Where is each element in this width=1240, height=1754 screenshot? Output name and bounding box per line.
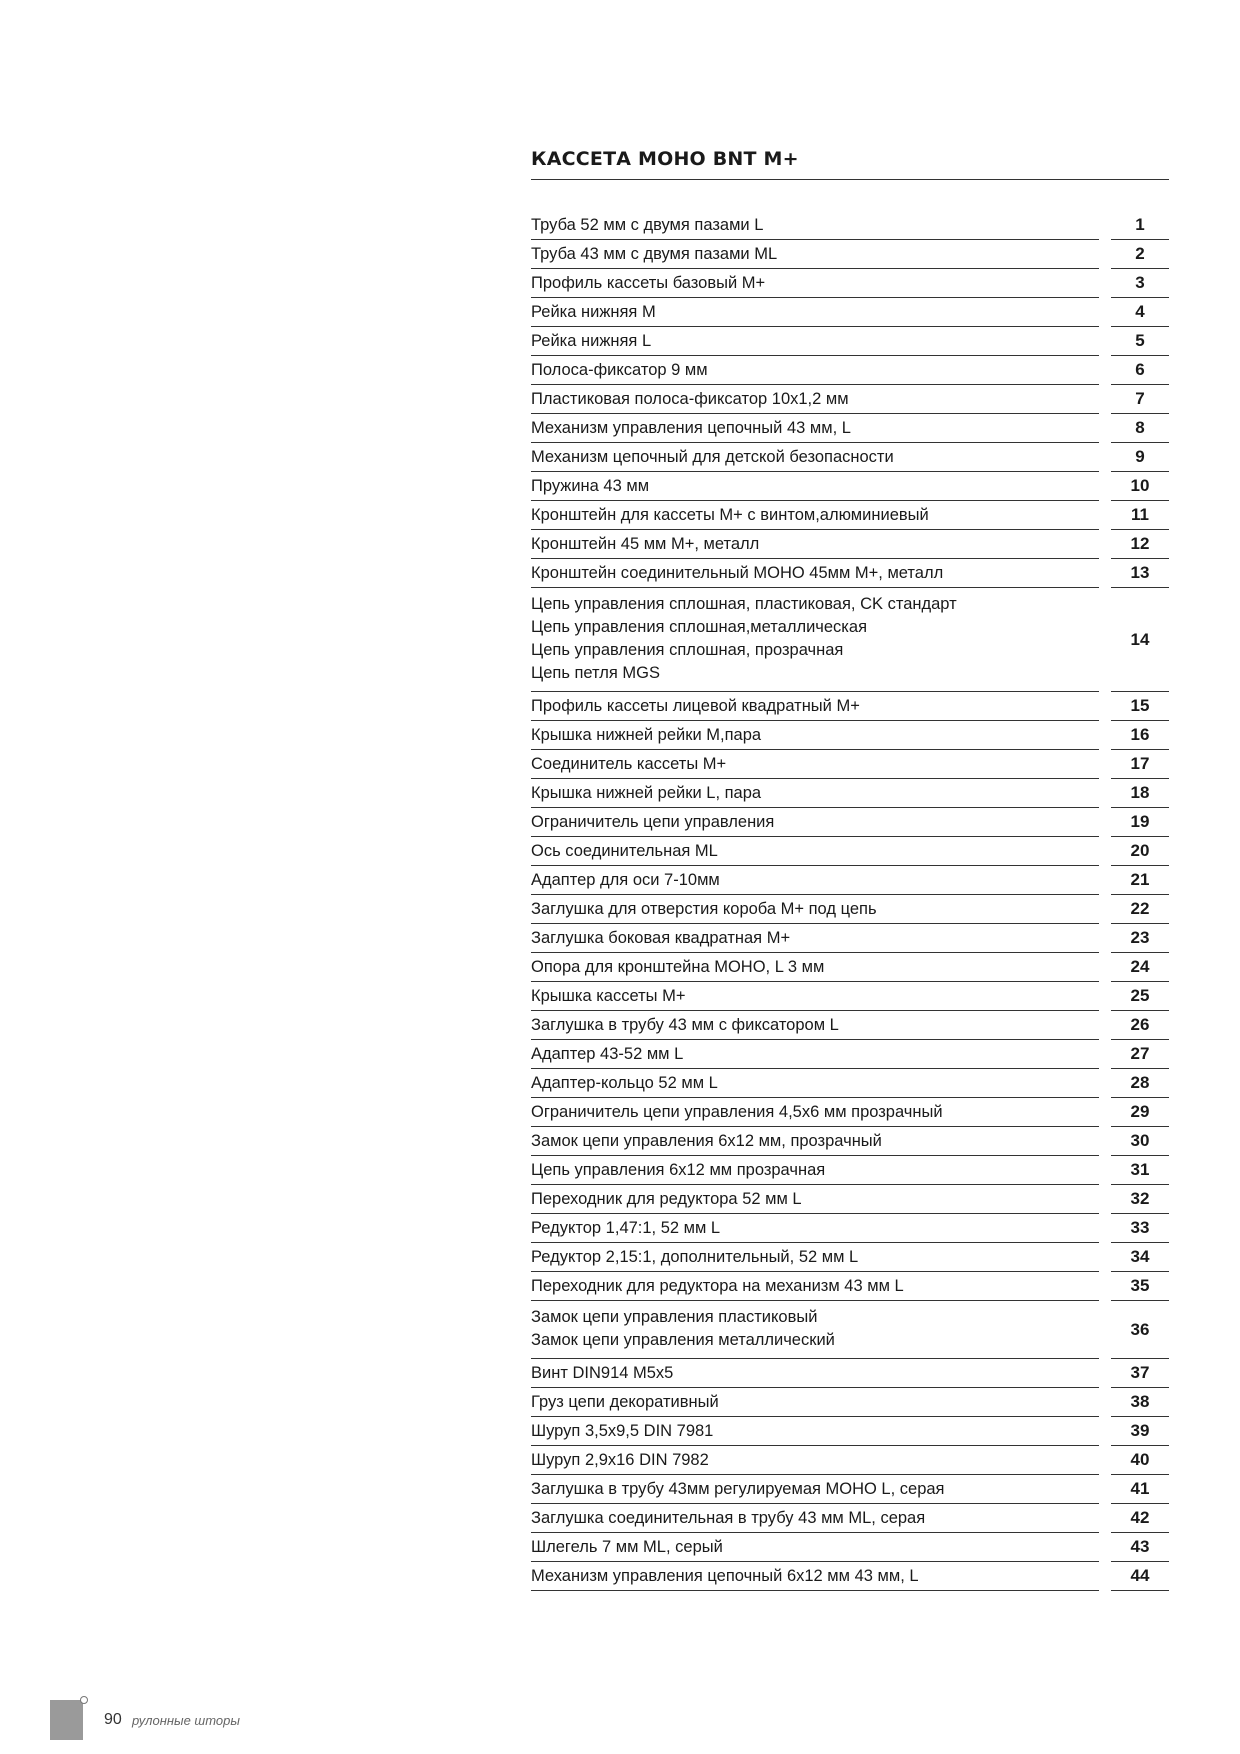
- part-name: Профиль кассеты базовый M+: [531, 273, 766, 292]
- part-number: 42: [1111, 1504, 1169, 1533]
- part-number: 3: [1111, 269, 1169, 298]
- row-spacer: [1099, 1272, 1111, 1301]
- row-spacer: [1099, 924, 1111, 953]
- row-spacer: [1099, 414, 1111, 443]
- part-name-cell: [531, 530, 1099, 559]
- row-spacer: [1099, 269, 1111, 298]
- row-spacer: [1099, 1417, 1111, 1446]
- part-name-cell: [531, 1214, 1099, 1243]
- part-name-cell: [531, 1069, 1099, 1098]
- row-spacer: [1099, 1359, 1111, 1388]
- part-name-cell: [531, 327, 1099, 356]
- part-name: Цепь управления 6х12 мм прозрачная: [531, 1160, 826, 1179]
- part-name: Механизм управления цепочный 43 мм, L: [531, 418, 851, 437]
- part-name: Опора для кронштейна МОНО, L 3 мм: [531, 957, 825, 976]
- part-name-cell: [531, 1301, 1099, 1359]
- row-spacer: [1099, 559, 1111, 588]
- part-number: 25: [1111, 982, 1169, 1011]
- table-row: [531, 1098, 1169, 1127]
- table-row: [531, 269, 1169, 298]
- table-row: [531, 1156, 1169, 1185]
- part-name-cell: [531, 588, 1099, 692]
- row-spacer: [1099, 1185, 1111, 1214]
- part-name: Ограничитель цепи управления 4,5х6 мм прозрачный: [531, 1102, 943, 1121]
- part-name-cell: [531, 1098, 1099, 1127]
- table-row: [531, 385, 1169, 414]
- part-name-cell: [531, 501, 1099, 530]
- part-name: Кронштейн соединительный МОНО 45мм M+, металл: [531, 563, 944, 582]
- part-number: 27: [1111, 1040, 1169, 1069]
- row-spacer: [1099, 750, 1111, 779]
- part-number: 31: [1111, 1156, 1169, 1185]
- row-spacer: [1099, 385, 1111, 414]
- part-name: Замок цепи управления металлический: [531, 1331, 835, 1349]
- row-spacer: [1099, 1562, 1111, 1591]
- page-footer: [50, 1700, 450, 1740]
- part-name-cell: [531, 1127, 1099, 1156]
- part-number: 1: [1111, 211, 1169, 240]
- table-row: [531, 721, 1169, 750]
- part-name: Кронштейн для кассеты M+ с винтом,алюминиевый: [531, 505, 929, 524]
- part-number: 29: [1111, 1098, 1169, 1127]
- row-spacer: [1099, 1301, 1111, 1359]
- part-number: 5: [1111, 327, 1169, 356]
- table-row: [531, 211, 1169, 240]
- table-row: [531, 808, 1169, 837]
- row-spacer: [1099, 1098, 1111, 1127]
- part-name-cell: [531, 895, 1099, 924]
- part-name-cell: [531, 1533, 1099, 1562]
- parts-list-section: [531, 147, 1169, 1591]
- part-name-cell: [531, 1388, 1099, 1417]
- part-name-cell: [531, 1011, 1099, 1040]
- table-row: [531, 953, 1169, 982]
- part-number: 34: [1111, 1243, 1169, 1272]
- part-number: 28: [1111, 1069, 1169, 1098]
- part-name-cell: [531, 982, 1099, 1011]
- parts-table: [531, 211, 1169, 1591]
- table-row: [531, 1214, 1169, 1243]
- table-row: [531, 1069, 1169, 1098]
- table-row: [531, 779, 1169, 808]
- table-row: [531, 750, 1169, 779]
- part-name: Пружина 43 мм: [531, 476, 650, 495]
- part-name-cell: [531, 414, 1099, 443]
- part-name-cell: [531, 1156, 1099, 1185]
- part-name: Груз цепи декоративный: [531, 1392, 719, 1411]
- part-name-cell: [531, 240, 1099, 269]
- part-name: Заглушка в трубу 43мм регулируемая МОНО L, серая: [531, 1479, 945, 1498]
- table-row: [531, 559, 1169, 588]
- part-number: 41: [1111, 1475, 1169, 1504]
- row-spacer: [1099, 588, 1111, 692]
- row-spacer: [1099, 356, 1111, 385]
- part-number: 38: [1111, 1388, 1169, 1417]
- table-row: [531, 443, 1169, 472]
- table-row: [531, 1272, 1169, 1301]
- part-name: Ось соединительная ML: [531, 841, 718, 860]
- row-spacer: [1099, 953, 1111, 982]
- part-number: 23: [1111, 924, 1169, 953]
- part-number: 9: [1111, 443, 1169, 472]
- part-name-cell: [531, 692, 1099, 721]
- row-spacer: [1099, 443, 1111, 472]
- table-row: [531, 895, 1169, 924]
- row-spacer: [1099, 1040, 1111, 1069]
- part-number: 30: [1111, 1127, 1169, 1156]
- table-row: [531, 837, 1169, 866]
- part-name: Крышка кассеты M+: [531, 986, 686, 1005]
- part-name: Шуруп 2,9x16 DIN 7982: [531, 1450, 709, 1469]
- table-row: [531, 982, 1169, 1011]
- part-name: Заглушка боковая квадратная M+: [531, 928, 791, 947]
- part-name: Цепь управления сплошная,металлическая: [531, 618, 868, 636]
- row-spacer: [1099, 1446, 1111, 1475]
- part-name-cell: [531, 866, 1099, 895]
- part-name: Труба 52 мм с двумя пазами L: [531, 215, 764, 234]
- part-number: 44: [1111, 1562, 1169, 1591]
- table-row: [531, 1562, 1169, 1591]
- table-row: [531, 866, 1169, 895]
- part-name: Механизм управления цепочный 6х12 мм 43 мм, L: [531, 1566, 919, 1585]
- row-spacer: [1099, 692, 1111, 721]
- parts-table-body: [531, 211, 1169, 1591]
- row-spacer: [1099, 721, 1111, 750]
- table-row: [531, 1475, 1169, 1504]
- part-name-cell: [531, 1562, 1099, 1591]
- row-spacer: [1099, 982, 1111, 1011]
- table-row: [531, 588, 1169, 692]
- part-number: 43: [1111, 1533, 1169, 1562]
- part-number: 7: [1111, 385, 1169, 414]
- table-row: [531, 1127, 1169, 1156]
- section-name: рулонные шторы: [132, 1713, 240, 1728]
- part-number: 37: [1111, 1359, 1169, 1388]
- part-name: Рейка нижняя М: [531, 302, 656, 321]
- part-name-cell: [531, 1504, 1099, 1533]
- part-number: 21: [1111, 866, 1169, 895]
- part-name: Цепь управления сплошная, прозрачная: [531, 641, 844, 659]
- row-spacer: [1099, 327, 1111, 356]
- part-number: 18: [1111, 779, 1169, 808]
- table-row: [531, 1359, 1169, 1388]
- table-row: [531, 1301, 1169, 1359]
- part-number: 14: [1111, 588, 1169, 692]
- part-name: Переходник для редуктора на механизм 43 мм L: [531, 1276, 904, 1295]
- part-name: Профиль кассеты лицевой квадратный M+: [531, 696, 860, 715]
- part-name-cell: [531, 721, 1099, 750]
- part-number: 4: [1111, 298, 1169, 327]
- part-number: 20: [1111, 837, 1169, 866]
- part-name-cell: [531, 1359, 1099, 1388]
- row-spacer: [1099, 1504, 1111, 1533]
- part-name: Соединитель кассеты M+: [531, 754, 727, 773]
- part-name: Заглушка в трубу 43 мм с фиксатором L: [531, 1015, 839, 1034]
- part-number: 11: [1111, 501, 1169, 530]
- part-name: Редуктор 2,15:1, дополнительный, 52 мм L: [531, 1247, 859, 1266]
- table-row: [531, 298, 1169, 327]
- part-name: Полоса-фиксатор 9 мм: [531, 360, 708, 379]
- page-number: 90: [104, 1711, 122, 1728]
- part-name: Крышка нижней рейки L, пара: [531, 783, 762, 802]
- row-spacer: [1099, 895, 1111, 924]
- part-name-cell: [531, 1272, 1099, 1301]
- row-spacer: [1099, 808, 1111, 837]
- part-name-cell: [531, 837, 1099, 866]
- part-name-cell: [531, 443, 1099, 472]
- row-spacer: [1099, 1127, 1111, 1156]
- part-name-cell: [531, 385, 1099, 414]
- part-name-cell: [531, 472, 1099, 501]
- row-spacer: [1099, 1011, 1111, 1040]
- row-spacer: [1099, 1388, 1111, 1417]
- part-name-cell: [531, 1446, 1099, 1475]
- part-name: Заглушка соединительная в трубу 43 мм ML, серая: [531, 1508, 926, 1527]
- table-row: [531, 1011, 1169, 1040]
- part-name: Пластиковая полоса-фиксатор 10x1,2 мм: [531, 389, 849, 408]
- part-name-cell: [531, 211, 1099, 240]
- row-spacer: [1099, 298, 1111, 327]
- part-name: Замок цепи управления пластиковый: [531, 1308, 818, 1326]
- part-name: Переходник для редуктора 52 мм L: [531, 1189, 802, 1208]
- table-row: [531, 1040, 1169, 1069]
- table-row: [531, 1388, 1169, 1417]
- part-number: 19: [1111, 808, 1169, 837]
- part-name-cell: [531, 808, 1099, 837]
- row-spacer: [1099, 211, 1111, 240]
- part-name: Шлегель 7 мм ML, серый: [531, 1537, 723, 1556]
- table-row: [531, 1533, 1169, 1562]
- part-name-cell: [531, 356, 1099, 385]
- part-number: 24: [1111, 953, 1169, 982]
- part-number: 35: [1111, 1272, 1169, 1301]
- row-spacer: [1099, 1475, 1111, 1504]
- row-spacer: [1099, 1214, 1111, 1243]
- part-name-cell: [531, 559, 1099, 588]
- row-spacer: [1099, 1533, 1111, 1562]
- page-title: КАССЕТА МОНО BNT M+: [531, 148, 799, 170]
- table-row: [531, 414, 1169, 443]
- part-number: 17: [1111, 750, 1169, 779]
- part-name: Адаптер-кольцо 52 мм L: [531, 1073, 718, 1092]
- part-number: 40: [1111, 1446, 1169, 1475]
- part-name: Труба 43 мм с двумя пазами ML: [531, 244, 778, 263]
- part-name: Механизм цепочный для детской безопасности: [531, 447, 894, 466]
- row-spacer: [1099, 779, 1111, 808]
- table-row: [531, 327, 1169, 356]
- part-name: Цепь управления сплошная, пластиковая, CK стандарт: [531, 595, 957, 613]
- part-name-cell: [531, 750, 1099, 779]
- part-number: 12: [1111, 530, 1169, 559]
- part-name: Ограничитель цепи управления: [531, 812, 775, 831]
- row-spacer: [1099, 866, 1111, 895]
- part-number: 22: [1111, 895, 1169, 924]
- row-spacer: [1099, 1156, 1111, 1185]
- row-spacer: [1099, 837, 1111, 866]
- footer-dot-icon: [80, 1696, 88, 1704]
- footer-tab-marker: [50, 1700, 83, 1740]
- table-row: [531, 1185, 1169, 1214]
- part-number: 15: [1111, 692, 1169, 721]
- table-row: [531, 1504, 1169, 1533]
- part-name: Редуктор 1,47:1, 52 мм L: [531, 1218, 721, 1237]
- title-divider: [531, 179, 1169, 180]
- table-row: [531, 1243, 1169, 1272]
- row-spacer: [1099, 530, 1111, 559]
- row-spacer: [1099, 1243, 1111, 1272]
- row-spacer: [1099, 472, 1111, 501]
- part-number: 6: [1111, 356, 1169, 385]
- table-row: [531, 501, 1169, 530]
- table-row: [531, 356, 1169, 385]
- table-row: [531, 472, 1169, 501]
- part-number: 8: [1111, 414, 1169, 443]
- table-row: [531, 924, 1169, 953]
- part-number: 36: [1111, 1301, 1169, 1359]
- part-number: 32: [1111, 1185, 1169, 1214]
- part-name: Винт DIN914 M5x5: [531, 1363, 674, 1382]
- part-number: 16: [1111, 721, 1169, 750]
- row-spacer: [1099, 240, 1111, 269]
- table-row: [531, 1417, 1169, 1446]
- row-spacer: [1099, 1069, 1111, 1098]
- row-spacer: [1099, 501, 1111, 530]
- part-name: Цепь петля MGS: [531, 664, 660, 682]
- table-row: [531, 1446, 1169, 1475]
- part-name-cell: [531, 953, 1099, 982]
- part-name-cell: [531, 924, 1099, 953]
- table-row: [531, 240, 1169, 269]
- table-row: [531, 530, 1169, 559]
- part-name: Заглушка для отверстия короба M+ под цепь: [531, 899, 877, 918]
- part-number: 39: [1111, 1417, 1169, 1446]
- part-name-cell: [531, 1417, 1099, 1446]
- part-name: Адаптер для оси 7-10мм: [531, 870, 720, 889]
- table-row: [531, 692, 1169, 721]
- part-name-cell: [531, 298, 1099, 327]
- part-number: 13: [1111, 559, 1169, 588]
- part-name-cell: [531, 269, 1099, 298]
- part-name: Адаптер 43-52 мм L: [531, 1044, 684, 1063]
- part-name: Кронштейн 45 мм M+, металл: [531, 534, 760, 553]
- part-number: 33: [1111, 1214, 1169, 1243]
- part-name: Рейка нижняя L: [531, 331, 652, 350]
- part-name-cell: [531, 1243, 1099, 1272]
- part-name-cell: [531, 1185, 1099, 1214]
- part-name-cell: [531, 1475, 1099, 1504]
- part-name-cell: [531, 1040, 1099, 1069]
- part-number: 2: [1111, 240, 1169, 269]
- part-number: 26: [1111, 1011, 1169, 1040]
- part-name-cell: [531, 779, 1099, 808]
- part-name: Шуруп 3,5x9,5 DIN 7981: [531, 1421, 714, 1440]
- part-name: Крышка нижней рейки М,пара: [531, 725, 762, 744]
- part-number: 10: [1111, 472, 1169, 501]
- part-name: Замок цепи управления 6х12 мм, прозрачный: [531, 1131, 882, 1150]
